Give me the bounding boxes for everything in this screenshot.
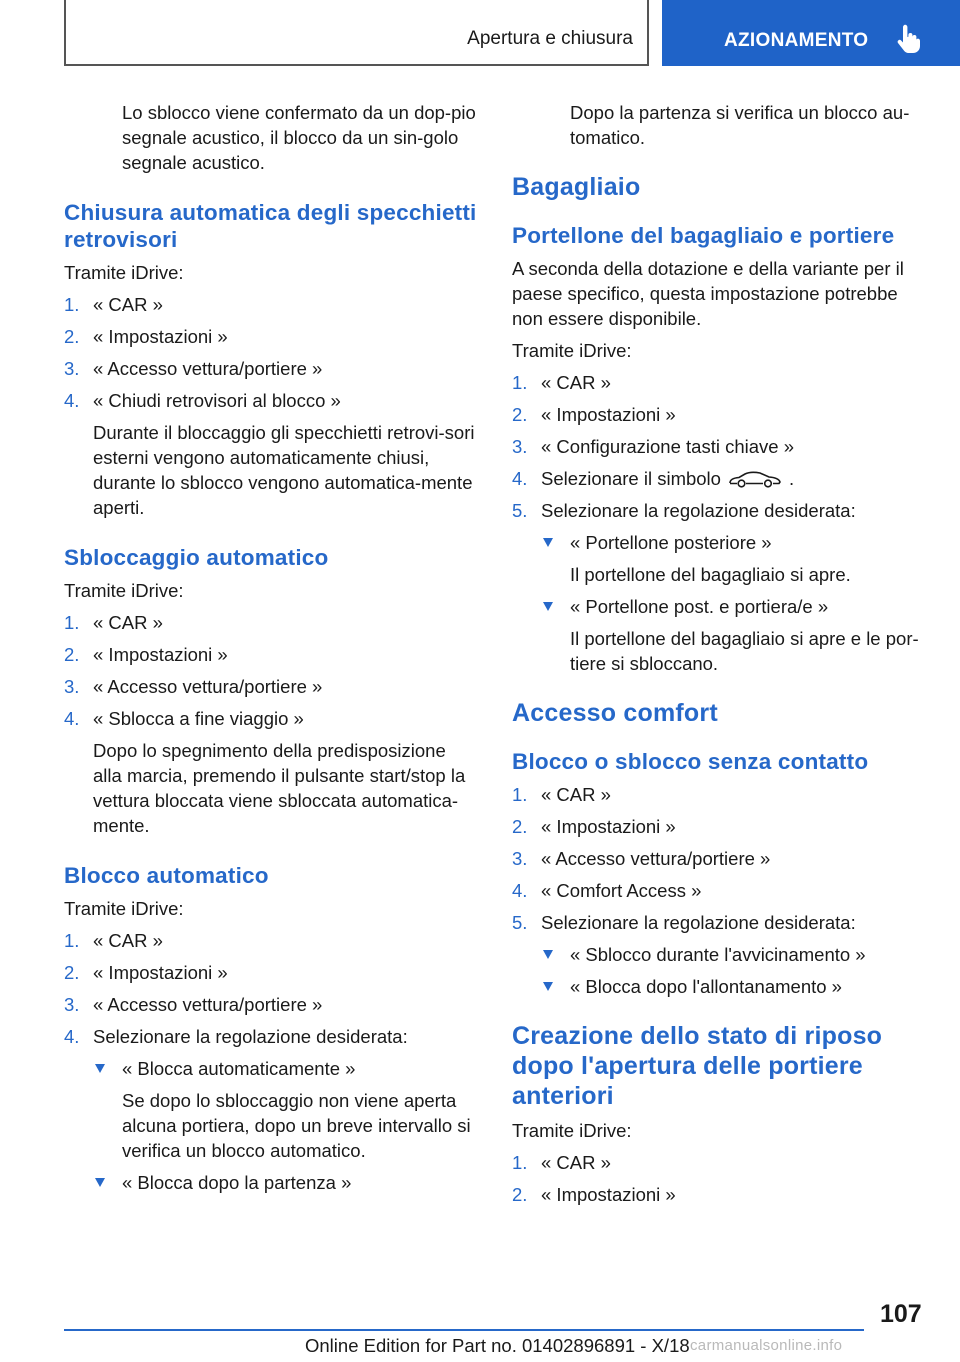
left-column — [64, 100, 478, 1195]
option-item: « Portellone post. e portiera/e » Il portellone del bagagliaio si apre e le por-tiere si sbloccano. — [541, 594, 932, 676]
availability-note: A seconda della dotazione e della variante per il paese specifico, questa impostazione potrebbe non essere disponibile. — [512, 258, 904, 329]
option-description: Se dopo lo sbloccaggio non viene aperta alcuna portiera, dopo un breve intervallo si verifica un blocco automatico. — [122, 1090, 471, 1161]
steps-list-riposo — [512, 1150, 932, 1207]
triangle-bullet-icon — [543, 538, 553, 547]
heading-stato-riposo: Creazione dello stato di riposo dopo l'apertura delle portiere anteriori — [512, 1022, 883, 1110]
heading-blocco-senza-contatto: Blocco o sblocco senza contatto — [512, 749, 869, 774]
section-title: Apertura e chiusura — [467, 28, 633, 49]
steps-list-comfort — [512, 782, 932, 999]
continued-paragraph: Dopo la partenza si verifica un blocco au-tomatico. — [570, 102, 910, 148]
triangle-bullet-icon — [95, 1178, 105, 1187]
list-item: 3. « Accesso vettura/portiere » — [64, 676, 323, 697]
footer-divider — [64, 1329, 864, 1331]
heading-accesso-comfort: Accesso comfort — [512, 699, 718, 727]
list-item: 3. « Accesso vettura/portiere » — [64, 358, 323, 379]
list-item: 1. « CAR » — [64, 930, 163, 951]
steps-list-sbloccaggio — [64, 610, 478, 838]
list-item: 1. « CAR » — [512, 784, 611, 805]
options-list — [541, 530, 932, 676]
option-item: « Portellone posteriore » Il portellone del bagagliaio si apre. — [541, 530, 932, 587]
option-description: Il portellone del bagagliaio si apre. — [570, 564, 851, 585]
list-item: 2. « Impostazioni » — [512, 816, 676, 837]
list-item: 2. « Impostazioni » — [64, 644, 228, 665]
list-item: 3. « Accesso vettura/portiere » — [64, 994, 323, 1015]
list-item: 2. « Impostazioni » — [512, 404, 676, 425]
options-list — [93, 1056, 478, 1195]
heading-chiusura-specchietti: Chiusura automatica degli specchietti retrovisori — [64, 200, 477, 252]
heading-portellone: Portellone del bagagliaio e portiere — [512, 223, 895, 248]
list-item: 1. « CAR » — [64, 612, 163, 633]
option-item: « Blocca automaticamente » Se dopo lo sbloccaggio non viene aperta alcuna portiera, dopo un breve intervallo si verifica un blocco automatico. — [93, 1056, 478, 1163]
step-description: Durante il bloccaggio gli specchietti retrovi-sori esterni vengono automaticamente chiusi, durante lo sblocco vengono automatica-mente aperti. — [93, 422, 475, 518]
heading-blocco-automatico: Blocco automatico — [64, 863, 269, 888]
steps-list-blocco — [64, 928, 478, 1195]
idrive-intro: Tramite iDrive: — [64, 262, 184, 283]
edition-text: Online Edition for Part no. 01402896891 - X/18 — [305, 1335, 690, 1356]
list-item: 4. Selezionare il simbolo . — [512, 468, 795, 489]
continued-paragraph: Lo sblocco viene confermato da un dop-pio segnale acustico, il blocco da un sin-golo segnale acustico. — [122, 102, 476, 173]
idrive-intro: Tramite iDrive: — [512, 340, 632, 361]
list-item: 5. Selezionare la regolazione desiderata: « Portellone posteriore » Il portellone del bagagliaio si apre. « Portellone post. e portiera/e » Il portellone del bagagliaio si apre e le por-tiere si sbloccano. — [512, 498, 932, 676]
options-list — [541, 942, 932, 999]
list-item: 4. Selezionare la regolazione desiderata: « Blocca automaticamente » Se dopo lo sbloccaggio non viene aperta alcuna portiera, dopo un breve intervallo si verifica un blocco automatico. « Blocca dopo la partenza » — [64, 1024, 478, 1195]
steps-list-specchietti — [64, 292, 478, 520]
list-item: 4. « Chiudi retrovisori al blocco » Durante il bloccaggio gli specchietti retrovi-sori esterni vengono automaticamente chiusi, durante lo sblocco vengono automatica-mente aperti. — [64, 388, 478, 520]
option-item: « Blocca dopo l'allontanamento » — [541, 974, 932, 999]
heading-bagagliaio: Bagagliaio — [512, 173, 641, 201]
right-column — [512, 100, 932, 1207]
option-item: « Blocca dopo la partenza » — [93, 1170, 478, 1195]
list-item: 3. « Configurazione tasti chiave » — [512, 436, 794, 457]
watermark: carmanualsonline.info — [690, 1337, 843, 1354]
list-item: 1. « CAR » — [512, 1152, 611, 1173]
list-item: 3. « Accesso vettura/portiere » — [512, 848, 771, 869]
hand-pointer-icon — [894, 24, 920, 54]
list-item: 2. « Impostazioni » — [64, 962, 228, 983]
page-number: 107 — [880, 1300, 922, 1328]
list-item: 5. Selezionare la regolazione desiderata: « Sblocco durante l'avvicinamento » « Blocca dopo l'allontanamento » — [512, 910, 932, 999]
chapter-title: AZIONAMENTO — [724, 30, 869, 51]
heading-sbloccaggio-automatico: Sbloccaggio automatico — [64, 545, 329, 570]
list-item: 2. « Impostazioni » — [512, 1184, 676, 1205]
triangle-bullet-icon — [95, 1064, 105, 1073]
idrive-intro: Tramite iDrive: — [64, 898, 184, 919]
list-item: 1. « CAR » — [64, 294, 163, 315]
triangle-bullet-icon — [543, 950, 553, 959]
triangle-bullet-icon — [543, 602, 553, 611]
idrive-intro: Tramite iDrive: — [64, 580, 184, 601]
triangle-bullet-icon — [543, 982, 553, 991]
car-tailgate-icon — [727, 468, 783, 488]
step-description: Dopo lo spegnimento della predisposizione alla marcia, premendo il pulsante start/stop la vettura bloccata viene sbloccata automatica-mente. — [93, 740, 466, 836]
list-item: 4. « Comfort Access » — [512, 880, 702, 901]
steps-list-bagagliaio — [512, 370, 932, 676]
idrive-intro: Tramite iDrive: — [512, 1120, 632, 1141]
list-item: 4. « Sblocca a fine viaggio » Dopo lo spegnimento della predisposizione alla marcia, premendo il pulsante start/stop la vettura bloccata viene sbloccata automatica-mente. — [64, 706, 478, 838]
option-description: Il portellone del bagagliaio si apre e le por-tiere si sbloccano. — [570, 628, 919, 674]
list-item: 1. « CAR » — [512, 372, 611, 393]
list-item: 2. « Impostazioni » — [64, 326, 228, 347]
header-chapter-box — [662, 0, 960, 66]
option-item: « Sblocco durante l'avvicinamento » — [541, 942, 932, 967]
header-section-box — [64, 0, 649, 66]
